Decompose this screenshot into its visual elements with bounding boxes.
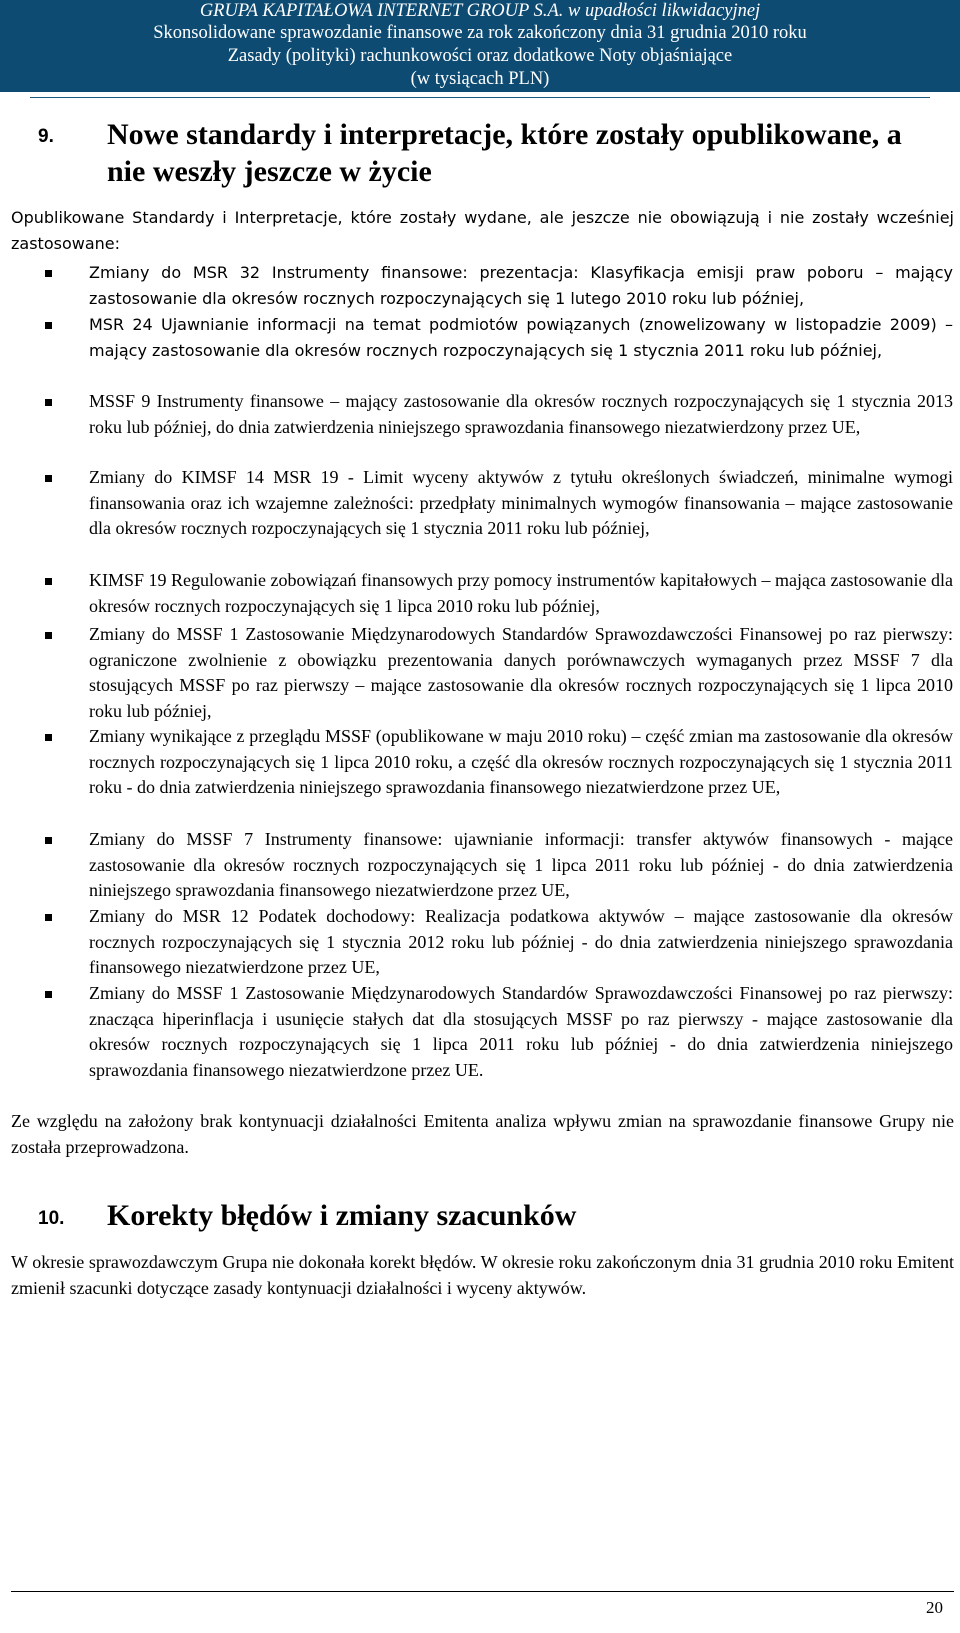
footer-divider: [11, 1591, 954, 1592]
bullet-icon: [45, 322, 52, 329]
bullet-icon: [45, 837, 52, 844]
page-number: 20: [926, 1598, 943, 1617]
section-10-text: W okresie sprawozdawczym Grupa nie dokonała korekt błędów. W okresie roku zakończonym dnia 31 grudnia 2010 roku Emitent zmienił szacunki dotyczące zasady kontynuacji działalności i wyceny aktywów.: [11, 1252, 954, 1298]
header-section-title: Zasady (polityki) rachunkowości oraz dodatkowe Noty objaśniające: [227, 46, 733, 66]
bullet-icon: [45, 399, 52, 406]
list-item-text: Zmiany do MSR 32 Instrumenty finansowe: prezentacja: Klasyfikacja emisji praw poboru – mający zastosowanie dla okresów rocznych rozpoczynających się 1 lutego 2010 roku lub później,: [89, 263, 953, 308]
list-item-text: Zmiany do MSSF 1 Zastosowanie Międzynarodowych Standardów Sprawozdawczości Finansowej po raz pierwszy: znacząca hiperinflacja i usunięcie stałych dat dla stosujących MSSF po raz pierwszy - mające zastosowanie dla okresów rocznych rozpoczynających się 1 lipca 2011 roku lub później - do dnia zatwierdzenia niniejszego sprawozdania finansowego niezatwierdzone przez UE.: [89, 983, 953, 1080]
bullet-icon: [45, 632, 52, 639]
header-report-title: Skonsolidowane sprawozdanie finansowe za rok zakończony dnia 31 grudnia 2010 roku: [153, 23, 807, 43]
bullet-icon: [45, 734, 52, 741]
bullet-icon: [45, 914, 52, 921]
section-10-title: Korekty błędów i zmiany szacunków: [107, 1199, 577, 1232]
section-9-title-line1: Nowe standardy i interpretacje, które zostały opublikowane, a: [107, 118, 902, 151]
list-item-text: Zmiany do MSSF 1 Zastosowanie Międzynarodowych Standardów Sprawozdawczości Finansowej po raz pierwszy: ograniczone zwolnienie z obowiązku prezentowania danych porównawczych wymaganych przez MSSF 7 dla stosujących MSSF po raz pierwszy – mające zastosowanie dla okresów rocznych rozpoczynających się 1 lipca 2010 roku lub później,: [89, 624, 953, 721]
bullet-icon: [45, 475, 52, 482]
list-item-text: Zmiany do MSSF 7 Instrumenty finansowe: ujawnianie informacji: transfer aktywów finansowych - mające zastosowanie dla okresów rocznych rozpoczynających się 1 lipca 2011 roku lub później - do dnia zatwierdzenia niniejszego sprawozdania finansowego niezatwierdzone przez UE,: [89, 829, 953, 900]
header-company: GRUPA KAPITAŁOWA INTERNET GROUP S.A. w upadłości likwidacyjnej: [199, 1, 761, 21]
list-item-text: KIMSF 19 Regulowanie zobowiązań finansowych przy pomocy instrumentów kapitałowych – mająca zastosowanie dla okresów rocznych rozpoczynających się 1 lipca 2010 roku lub później,: [89, 570, 953, 616]
header-divider: [30, 97, 930, 98]
section-9-intro: Opublikowane Standardy i Interpretacje, które zostały wydane, ale jeszcze nie obowiązują i nie zostały wcześniej zastosowane:: [11, 208, 954, 253]
list-item-text: Zmiany do MSR 12 Podatek dochodowy: Realizacja podatkowa aktywów – mające zastosowanie dla okresów rocznych rozpoczynających się 1 stycznia 2012 roku lub później - do dnia zatwierdzenia niniejszego sprawozdania finansowego niezatwierdzone przez UE,: [89, 906, 953, 977]
bullet-icon: [45, 578, 52, 585]
header-unit: (w tysiącach PLN): [410, 69, 550, 89]
section-9-title-line2: nie weszły jeszcze w życie: [107, 155, 432, 188]
list-item-text: Zmiany do KIMSF 14 MSR 19 - Limit wyceny aktywów z tytułu określonych świadczeń, minimalne wymogi finansowania oraz ich wzajemne zależności: przedpłaty minimalnych wymogów finansowania – mające zastosowanie dla okresów rocznych rozpoczynających się 1 stycznia 2011 roku lub później,: [89, 467, 953, 538]
list-item-text: MSSF 9 Instrumenty finansowe – mający zastosowanie dla okresów rocznych rozpoczynających się 1 stycznia 2013 roku lub później, do dnia zatwierdzenia niniejszego sprawozdania finansowego niezatwierdzony przez UE,: [89, 391, 953, 437]
bullet-icon: [45, 991, 52, 998]
list-item-text: MSR 24 Ujawnianie informacji na temat podmiotów powiązanych (znowelizowany w listopadzie 2009) – mający zastosowanie dla okresów rocznych rozpoczynających się 1 stycznia 2011 roku lub później,: [89, 315, 953, 360]
section-10-number: 10.: [38, 1208, 65, 1229]
list-item-text: Zmiany wynikające z przeglądu MSSF (opublikowane w maju 2010 roku) – część zmian ma zastosowanie dla okresów rocznych rozpoczynających się 1 lipca 2010 roku, a część dla okresów rocznych rozpoczynających się 1 stycznia 2011 roku - do dnia zatwierdzenia niniejszego sprawozdania finansowego niezatwierdzone przez UE,: [89, 726, 953, 797]
header-band: [0, 0, 960, 92]
section-9-closing: Ze względu na założony brak kontynuacji działalności Emitenta analiza wpływu zmian na sprawozdanie finansowe Grupy nie została przeprowadzona.: [11, 1111, 954, 1157]
bullet-icon: [45, 270, 52, 277]
section-9-number: 9.: [38, 126, 54, 147]
